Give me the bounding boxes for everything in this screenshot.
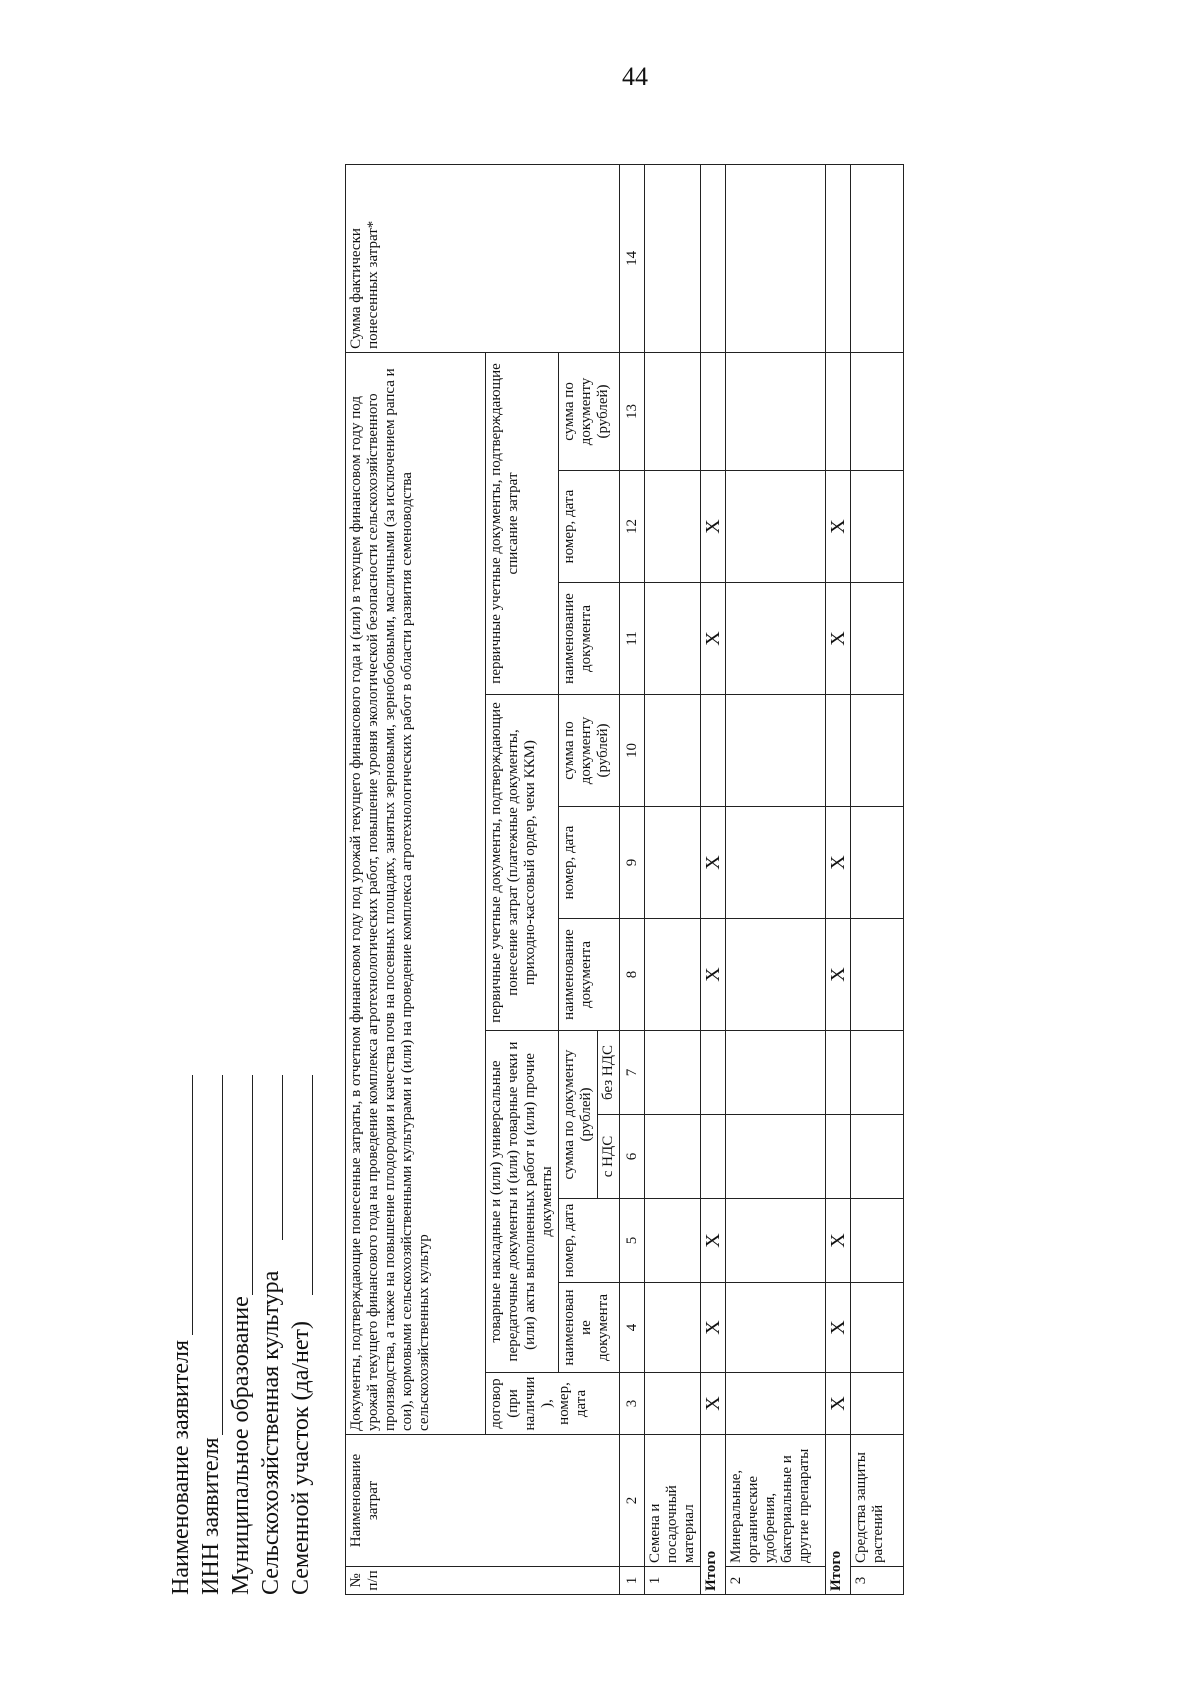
x-mark: Х bbox=[826, 583, 851, 695]
header-documents-group: Документы, подтверждающие понесенные затраты, в отчетном финансовом году под урожай текущего финансового года и (или) в текущем финансовом году под урожай текущего финансового года на проведение комплекса агротехнологических работ, повышение уровня экологической безопасности сельскохозяйственного производства, а также на повышение плодородия и качества почв на посевных площадях, занятых зерновыми, зернобобовыми, масличными (за исключением рапса и сои), кормовыми сельскохозяйственными культурами и (или) на проведение комплекса агротехнологических работ в области развития семеноводства сельскохозяйственных культур bbox=[346, 352, 486, 1434]
x-mark: Х bbox=[826, 471, 851, 583]
column-number: 6 bbox=[620, 1115, 645, 1199]
x-mark: Х bbox=[701, 471, 726, 583]
column-number: 4 bbox=[620, 1283, 645, 1373]
total-label: Итого bbox=[826, 1435, 851, 1595]
x-mark: Х bbox=[701, 1373, 726, 1435]
header-number: № п/п bbox=[346, 1567, 620, 1595]
x-mark: Х bbox=[701, 1283, 726, 1373]
column-number: 11 bbox=[620, 583, 645, 695]
header-with-vat: с НДС bbox=[598, 1115, 620, 1199]
table-row-total bbox=[701, 164, 726, 1594]
x-mark: Х bbox=[701, 807, 726, 919]
header-sum-doc: сумма по документу (рублей) bbox=[559, 352, 620, 470]
header-num-date: номер, дата bbox=[559, 1199, 620, 1283]
header-without-vat: без НДС bbox=[598, 1031, 620, 1115]
header-doc-name: наименование документа bbox=[559, 583, 620, 695]
x-mark: Х bbox=[701, 919, 726, 1031]
x-mark: Х bbox=[701, 583, 726, 695]
row-number: 1 bbox=[645, 1567, 701, 1595]
row-cost-name: Семена и посадочный материал bbox=[645, 1435, 701, 1567]
header-cost-name: Наименование затрат bbox=[346, 1435, 620, 1567]
row-cost-name: Средства защиты растений bbox=[851, 1435, 904, 1567]
x-mark: Х bbox=[826, 1283, 851, 1373]
header-doc-name: наименование документа bbox=[559, 1283, 620, 1373]
header-num-date: номер, дата bbox=[559, 471, 620, 583]
fill-line bbox=[192, 1075, 193, 1335]
table-row bbox=[726, 164, 826, 1594]
header-sum-rub: сумма по документу (рублей) bbox=[559, 1031, 598, 1199]
header-contract: договор (при наличии), номер, дата bbox=[486, 1373, 620, 1435]
applicant-name-line: Наименование заявителя bbox=[165, 1075, 197, 1595]
x-mark: Х bbox=[826, 919, 851, 1031]
applicant-inn-line: ИНН заявителя bbox=[195, 1075, 227, 1595]
column-number: 3 bbox=[620, 1373, 645, 1435]
seed-plot-line: Семенной участок (да/нет) bbox=[285, 1075, 317, 1595]
column-number: 10 bbox=[620, 695, 645, 807]
x-mark: Х bbox=[701, 1199, 726, 1283]
header-sum-actual: Сумма фактически понесенных затрат* bbox=[346, 164, 620, 352]
column-number: 8 bbox=[620, 919, 645, 1031]
total-label: Итого bbox=[701, 1435, 726, 1595]
row-number: 3 bbox=[851, 1567, 904, 1595]
table-row bbox=[645, 164, 701, 1594]
column-number: 12 bbox=[620, 471, 645, 583]
x-mark: Х bbox=[826, 807, 851, 919]
column-number: 13 bbox=[620, 352, 645, 470]
crop-line: Сельскохозяйственная культура bbox=[255, 1075, 287, 1595]
header-num-date: номер, дата bbox=[559, 807, 620, 919]
fill-line bbox=[312, 1075, 313, 1295]
table-row-total bbox=[826, 164, 851, 1594]
costs-table bbox=[345, 164, 904, 1595]
header-payments-group: первичные учетные документы, подтверждающие понесение затрат (платежные документы, приходно-кассовый ордер, чеки ККМ) bbox=[486, 695, 559, 1031]
x-mark: Х bbox=[826, 1373, 851, 1435]
header-writeoff-group: первичные учетные документы, подтверждающие списание затрат bbox=[486, 352, 559, 694]
table-row bbox=[851, 164, 904, 1594]
column-number: 5 bbox=[620, 1199, 645, 1283]
row-cost-name: Минеральные, органические удобрения, бактериальные и другие препараты bbox=[726, 1435, 826, 1567]
fill-line bbox=[282, 1075, 283, 1240]
row-number: 2 bbox=[726, 1567, 826, 1595]
column-number: 2 bbox=[620, 1435, 645, 1567]
header-sum-doc: сумма по документу (рублей) bbox=[559, 695, 620, 807]
rotated-landscape-form bbox=[165, 165, 1065, 1595]
page-number: 44 bbox=[622, 62, 648, 91]
x-mark: Х bbox=[826, 1199, 851, 1283]
fill-line bbox=[252, 1075, 253, 1295]
column-number: 14 bbox=[620, 164, 645, 352]
column-number: 9 bbox=[620, 807, 645, 919]
fill-line bbox=[222, 1075, 223, 1435]
column-number: 1 bbox=[620, 1567, 645, 1595]
column-number: 7 bbox=[620, 1031, 645, 1115]
header-invoices-group: товарные накладные и (или) универсальные передаточные документы и (или) товарные чеки и (или) акты выполненных работ и (или) прочие документы bbox=[486, 1031, 559, 1373]
municipality-line: Муниципальное образование bbox=[225, 1075, 257, 1595]
header-doc-name: наименование документа bbox=[559, 919, 620, 1031]
